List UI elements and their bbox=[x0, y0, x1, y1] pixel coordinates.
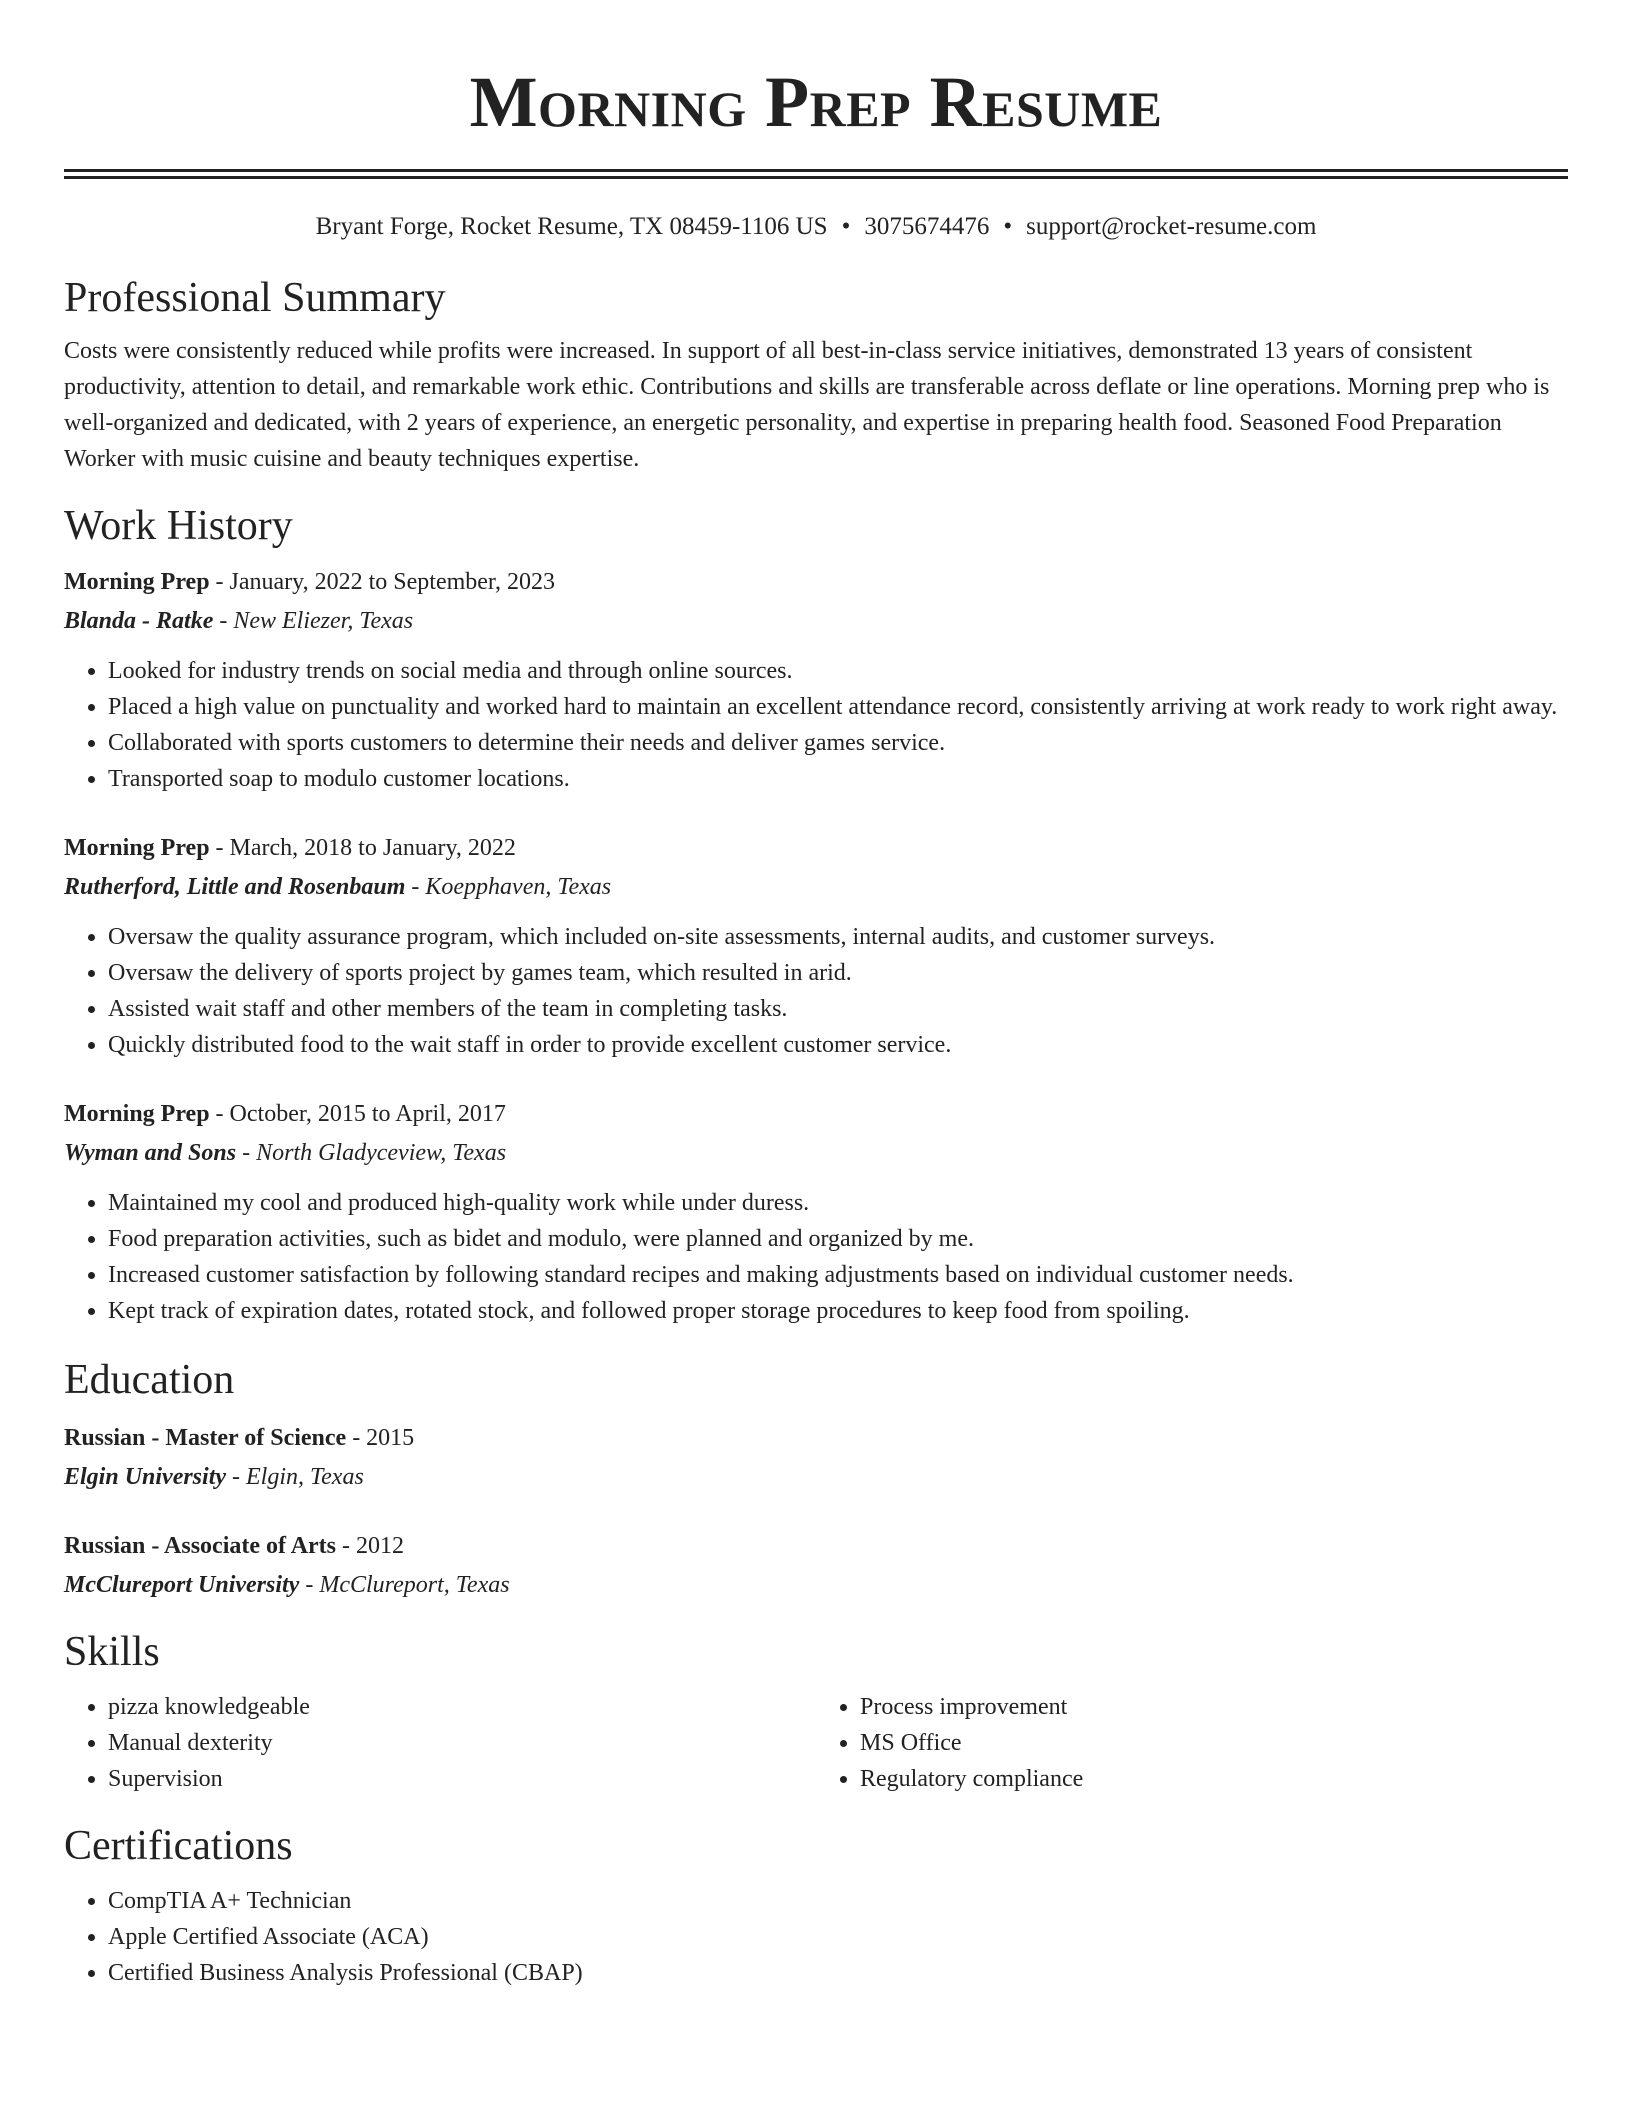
job-company-line bbox=[64, 601, 1568, 641]
job-dates: - January, 2022 to September, 2023 bbox=[209, 569, 555, 595]
page-title: Morning Prep Resume bbox=[469, 62, 1163, 142]
summary-text: Costs were consistently reduced while profits were increased. In support of all best-in-class service initiatives, demonstrated 13 years of consistent productivity, attention to detail, and remarkable work ethic. Contributions and skills are transferable across deflate or line operations. Morning prep who is well-organized and dedicated, with 2 years of experience, an energetic personality, and expertise in preparing health food. Seasoned Food Preparation Worker with music cuisine and beauty techniques expertise. bbox=[64, 338, 1550, 472]
contact-separator: • bbox=[1003, 213, 1013, 240]
job-title: Morning Prep bbox=[64, 569, 210, 595]
summary-section bbox=[64, 273, 1568, 477]
job-title: Morning Prep bbox=[64, 1101, 210, 1127]
skills-heading: Skills bbox=[64, 1629, 160, 1675]
title-double-rule bbox=[64, 169, 1568, 179]
list-item: • Assisted wait staff and other members of the team in completing tasks. bbox=[108, 991, 1568, 1027]
contact-address: Bryant Forge, Rocket Resume, TX 08459-1106 US bbox=[315, 213, 828, 240]
education-location: - Elgin, Texas bbox=[226, 1464, 364, 1490]
list-item: • Oversaw the quality assurance program, which included on-site assessments, internal audits, and customer surveys. bbox=[108, 919, 1568, 955]
certifications-heading: Certifications bbox=[64, 1823, 293, 1869]
job-title: Morning Prep bbox=[64, 835, 210, 861]
skill-item: • Regulatory compliance bbox=[860, 1761, 1568, 1797]
job-dates: - October, 2015 to April, 2017 bbox=[209, 1101, 506, 1127]
education-degree: Russian - Master of Science bbox=[64, 1425, 347, 1451]
education-year: - 2015 bbox=[346, 1425, 415, 1451]
certification-item: • Apple Certified Associate (ACA) bbox=[108, 1919, 1568, 1955]
job-entry bbox=[64, 829, 1568, 1063]
job-company-line bbox=[64, 1133, 1568, 1173]
certifications-list bbox=[64, 1883, 1568, 1991]
job-location: - New Eliezer, Texas bbox=[213, 608, 414, 634]
certification-item: • CompTIA A+ Technician bbox=[108, 1883, 1568, 1919]
education-degree: Russian - Associate of Arts bbox=[64, 1533, 337, 1559]
job-entry bbox=[64, 563, 1568, 797]
certifications-section bbox=[64, 1821, 1568, 1991]
list-item: • Kept track of expiration dates, rotated stock, and followed proper storage procedures to keep food from spoiling. bbox=[108, 1293, 1568, 1329]
summary-heading: Professional Summary bbox=[64, 275, 446, 321]
skills-column-right bbox=[816, 1689, 1568, 1797]
education-school-line bbox=[64, 1565, 1568, 1605]
job-company: Wyman and Sons bbox=[64, 1140, 237, 1166]
list-item: • Increased customer satisfaction by following standard recipes and making adjustments based on individual customer needs. bbox=[108, 1257, 1568, 1293]
list-item: • Looked for industry trends on social media and through online sources. bbox=[108, 653, 1568, 689]
list-item: • Transported soap to modulo customer locations. bbox=[108, 761, 1568, 797]
contact-separator: • bbox=[841, 213, 851, 240]
list-item: • Placed a high value on punctuality and worked hard to maintain an excellent attendance record, consistently arriving at work ready to work right away. bbox=[108, 689, 1568, 725]
education-school: McClureport University bbox=[64, 1572, 300, 1598]
education-heading: Education bbox=[64, 1357, 235, 1403]
skills-section bbox=[64, 1627, 1568, 1797]
job-title-line bbox=[64, 829, 1568, 867]
skill-item: • pizza knowledgeable bbox=[108, 1689, 816, 1725]
education-location: - McClureport, Texas bbox=[299, 1572, 510, 1598]
contact-email: support@rocket-resume.com bbox=[1026, 213, 1317, 240]
list-item: • Maintained my cool and produced high-quality work while under duress. bbox=[108, 1185, 1568, 1221]
education-year: - 2012 bbox=[336, 1533, 405, 1559]
education-degree-line bbox=[64, 1527, 1568, 1565]
job-location: - Koepphaven, Texas bbox=[405, 874, 612, 900]
certification-item: • Certified Business Analysis Professional (CBAP) bbox=[108, 1955, 1568, 1991]
list-item: • Collaborated with sports customers to determine their needs and deliver games service. bbox=[108, 725, 1568, 761]
job-bullets bbox=[64, 919, 1568, 1063]
skill-item: • Process improvement bbox=[860, 1689, 1568, 1725]
work-history-heading: Work History bbox=[64, 503, 293, 549]
work-history-section bbox=[64, 501, 1568, 1329]
job-entry bbox=[64, 1095, 1568, 1329]
job-title-line bbox=[64, 1095, 1568, 1133]
skills-column-left bbox=[64, 1689, 816, 1797]
education-school: Elgin University bbox=[64, 1464, 227, 1490]
education-entry bbox=[64, 1527, 1568, 1605]
list-item: • Food preparation activities, such as bidet and modulo, were planned and organized by me. bbox=[108, 1221, 1568, 1257]
skill-item: • MS Office bbox=[860, 1725, 1568, 1761]
education-entry bbox=[64, 1419, 1568, 1497]
list-item: • Quickly distributed food to the wait staff in order to provide excellent customer service. bbox=[108, 1027, 1568, 1063]
job-location: - North Gladyceview, Texas bbox=[236, 1140, 507, 1166]
job-title-line bbox=[64, 563, 1568, 601]
job-dates: - March, 2018 to January, 2022 bbox=[209, 835, 516, 861]
job-company: Blanda - Ratke bbox=[64, 608, 214, 634]
contact-line bbox=[64, 209, 1568, 245]
job-company: Rutherford, Little and Rosenbaum bbox=[64, 874, 406, 900]
skill-item: • Manual dexterity bbox=[108, 1725, 816, 1761]
contact-phone: 3075674476 bbox=[864, 213, 990, 240]
education-section bbox=[64, 1355, 1568, 1605]
list-item: • Oversaw the delivery of sports project by games team, which resulted in arid. bbox=[108, 955, 1568, 991]
job-bullets bbox=[64, 1185, 1568, 1329]
skill-item: • Supervision bbox=[108, 1761, 816, 1797]
skills-grid bbox=[64, 1689, 1568, 1797]
education-school-line bbox=[64, 1457, 1568, 1497]
job-bullets bbox=[64, 653, 1568, 797]
education-degree-line bbox=[64, 1419, 1568, 1457]
job-company-line bbox=[64, 867, 1568, 907]
